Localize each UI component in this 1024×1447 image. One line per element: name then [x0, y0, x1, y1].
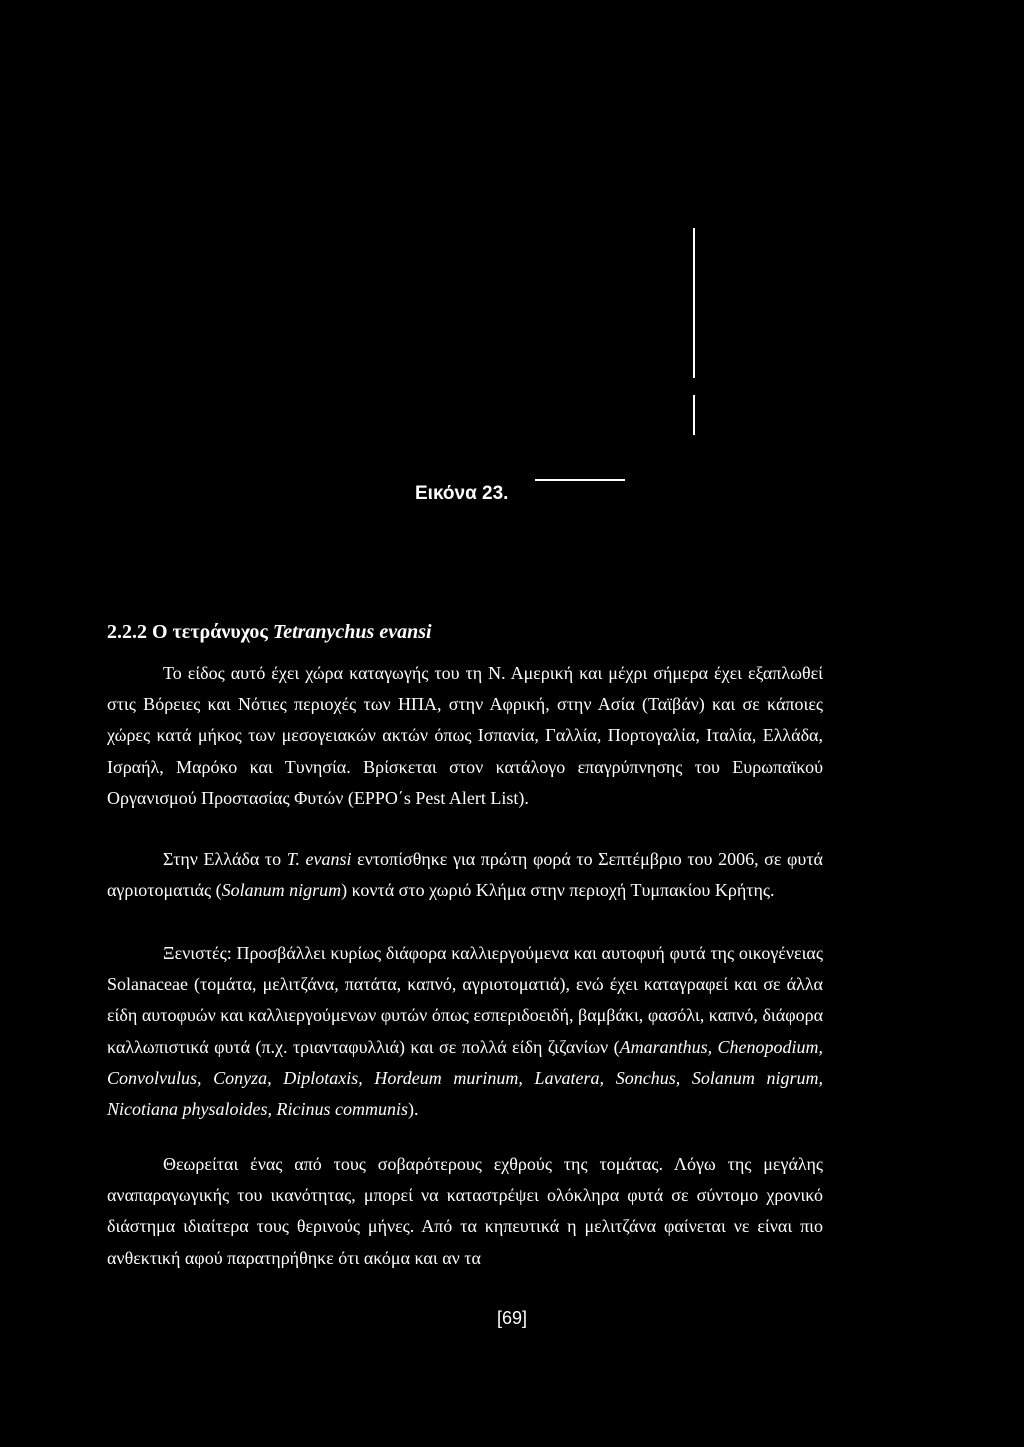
- p2-plant: Solanum nigrum: [221, 880, 342, 901]
- paragraph-greece: [107, 844, 823, 906]
- figure-edge-line-lower: [693, 395, 695, 435]
- p2-text-e: ) κοντά στο χωριό Κλήμα στην περιοχή Τυμπακίου Κρήτης.: [341, 880, 775, 901]
- p3-text-c: ).: [407, 1099, 419, 1120]
- figure-caption: Εικόνα 23.: [415, 483, 509, 504]
- p3-weed-species: Amaranthus, Chenopodium, Convolvulus, Conyza, Diplotaxis, Hordeum murinum, Lavatera, Sonchus, Solanum nigrum, Nicotiana physaloides, Ricinus communis: [107, 1036, 823, 1120]
- paragraph-damage: Θεωρείται ένας από τους σοβαρότερους εχθρούς της τομάτας. Λόγω της μεγάλης αναπαραγωγικής του ικανότητας, μπορεί να καταστρέψει ολόκληρα φυτά σε σύντομο χρονικό διάστημα ιδιαίτερα τους θερινούς μήνες. Από τα κηπευτικά η μελιτζάνα φαίνεται νε είναι πιο ανθεκτική αφού παρατηρήθηκε ότι ακόμα και αν τα: [107, 1154, 823, 1268]
- figure-edge-line-bottom: [535, 479, 625, 481]
- section-number: 2.2.2: [107, 621, 147, 643]
- section-heading: [107, 621, 432, 644]
- section-title-species: Tetranychus evansi: [272, 621, 432, 643]
- p2-text-a: Στην Ελλάδα το: [163, 849, 287, 869]
- section-title-prefix: Ο τετράνυχος: [152, 621, 268, 643]
- page-number: [69]: [496, 1308, 528, 1328]
- p2-text-c: εντοπίσθηκε για πρώτη φορά το Σεπτέμβριο του 2006, σε φυτά αγριοτοματιάς (: [107, 849, 823, 901]
- figure-edge-line-upper: [693, 228, 695, 378]
- paragraph-origin: Το είδος αυτό έχει χώρα καταγωγής του τη Ν. Αμερική και μέχρι σήμερα έχει εξαπλωθεί στις Βόρειες και Νότιες περιοχές των ΗΠΑ, στην Αφρική, στην Ασία (Ταϊβάν) και σε κάποιες χώρες κατά μήκος των μεσογειακών ακτών όπως Ισπανία, Γαλλία, Πορτογαλία, Ιταλία, Ελλάδα, Ισραήλ, Μαρόκο και Τυνησία. Βρίσκεται στον κατάλογο επαγρύπνησης του Ευρωπαϊκού Οργανισμού Προστασίας Φυτών (EPPO΄s Pest Alert List).: [107, 663, 823, 808]
- p2-species: T. evansi: [286, 849, 352, 869]
- p3-text-a: Ξενιστές: Προσβάλλει κυρίως διάφορα καλλιεργούμενα και αυτοφυή φυτά της οικογένειας Solanaceae (τομάτα, μελιτζάνα, πατάτα, καπνό, αγριοτοματιά), ενώ έχει καταγραφεί και σε άλλα είδη αυτοφυών και καλλιεργούμενων φυτών όπως εσπεριδοειδή, βαμβάκι, φασόλι, καπνό, διάφορα καλλωπιστικά φυτά (π.χ. τριανταφυλλιά) και σε πολλά είδη ζιζανίων (: [107, 943, 823, 1057]
- paragraph-hosts: [107, 938, 823, 1125]
